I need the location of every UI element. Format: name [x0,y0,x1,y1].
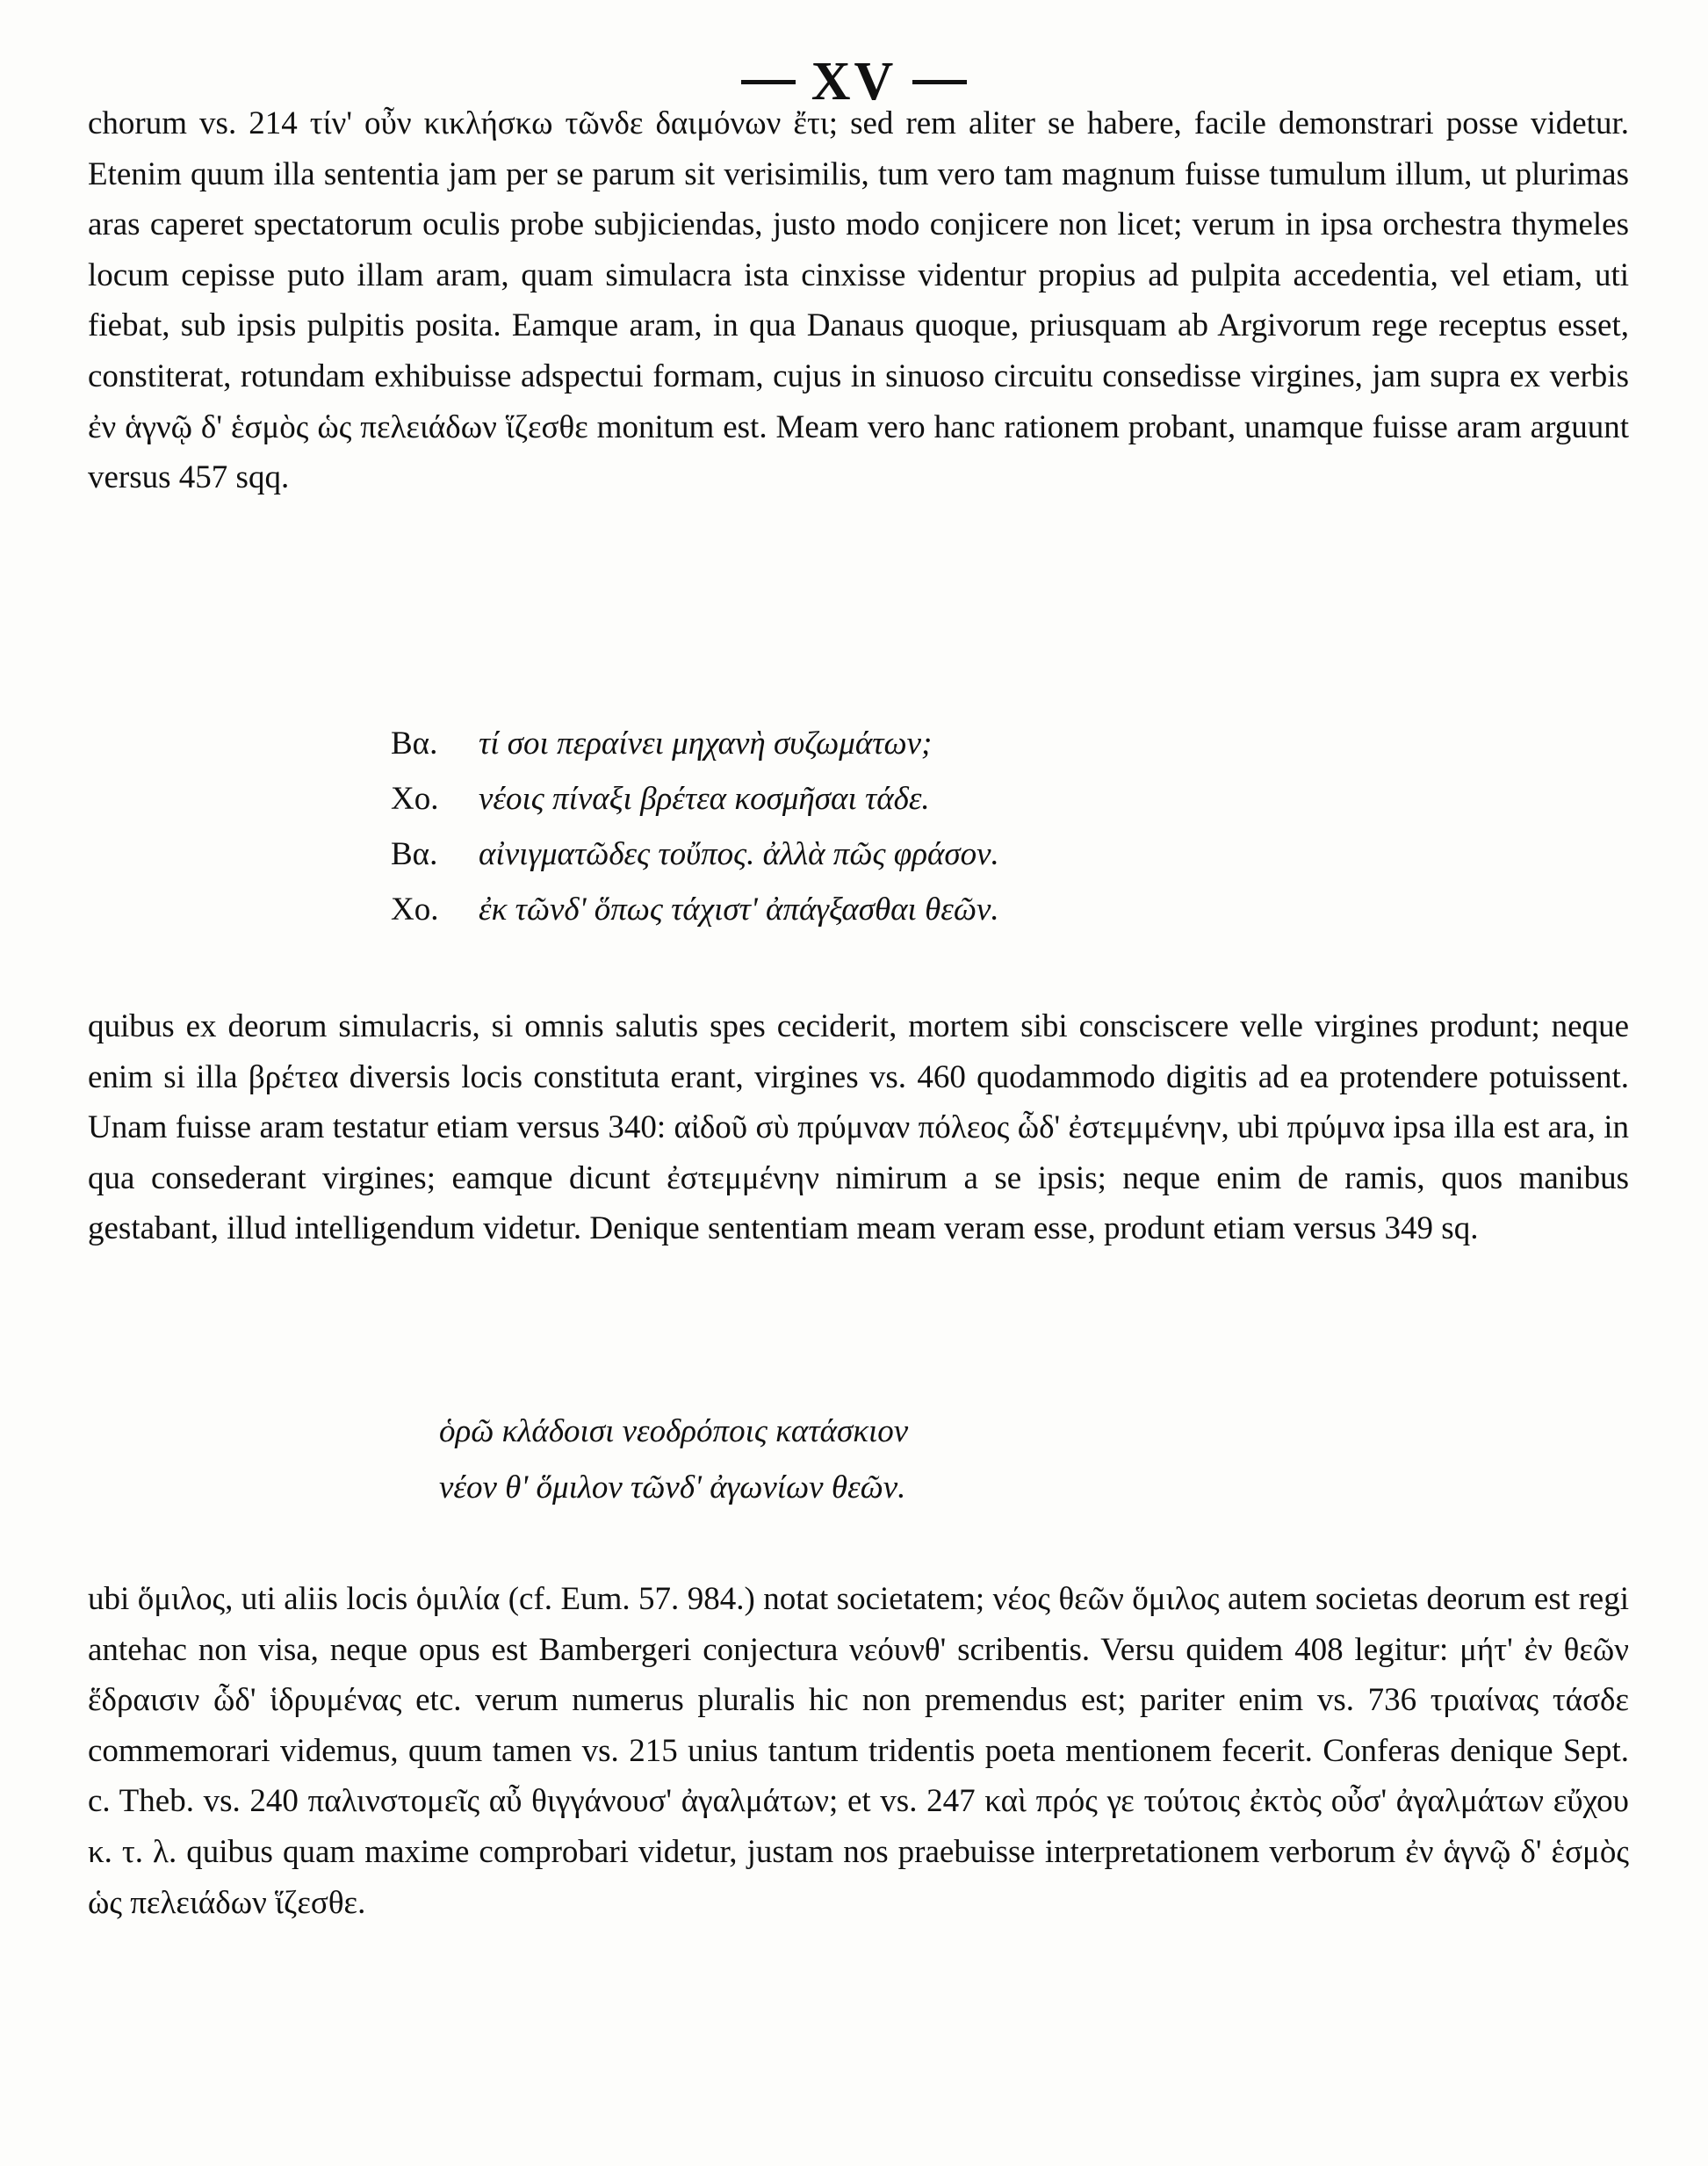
dialogue-verses [391,716,999,937]
heading-dash-right [912,80,967,84]
heading-dash-left [741,80,796,84]
dialogue-speaker: Βα. [391,726,438,762]
dialogue-text: νέοις πίναξι βρέτεα κοσμῆσαι τάδε. [479,781,930,817]
dialogue-line [391,827,999,882]
dialogue-speaker: Χο. [391,781,439,817]
dialogue-line [391,771,999,827]
dialogue-text: τί σοι περαίνει μηχανὴ συζωμάτων; [479,726,933,762]
dialogue-speaker: Χο. [391,892,439,928]
dialogue-speaker: Βα. [391,836,438,872]
paragraph-3: ubi ὅμιλος, uti aliis locis ὁμιλία (cf. Eum. 57. 984.) notat societatem; νέος θεῶν ὅμιλος autem societas deorum est regi antehac non visa, neque opus est Bambergeri conjectura νεόυνθ' scribentis. Versu quidem 408 legitur: μήτ' ἐν θεῶν ἕδραισιν ὧδ' ἱδρυμένας etc. verum numerus pluralis hic non premendus est; pariter enim vs. 736 τριαίνας τάσδε commemorari videmus, quum tamen vs. 215 unius tantum tridentis poeta mentionem fecerit. Conferas denique Sept. c. Theb. vs. 240 παλινστομεῖς αὖ θιγγάνουσ' ἀγαλμάτων; et vs. 247 καὶ πρός γε τούτοις ἐκτὸς οὖσ' ἀγαλμάτων εὔχου κ. τ. λ. quibus quam maxime comprobari videtur, justam nos praebuisse interpretationem verborum ἐν ἁγνῷ δ' ἑσμὸς ὡς πελειάδων ἵζεσθε. [88,1581,1629,1921]
dialogue-line [391,716,999,771]
paragraph-1: chorum vs. 214 τίν' οὖν κικλήσκω τῶνδε δαιμόνων ἔτι; sed rem aliter se habere, facile demonstrari posse videtur. Etenim quum illa sententia jam per se parum sit verisimilis, tum vero tam magnum fuisse tumulum illum, ut plurimas aras caperet spectatorum oculis probe subjiciendas, justo modo conjicere non licet; verum in ipsa orchestra thymeles locum cepisse puto illam aram, quam simulacra ista cinxisse videntur propius ad pulpita accedentia, vel etiam, uti fiebat, sub ipsis pulpitis posita. Eamque aram, in qua Danaus quoque, priusquam ab Argivorum rege receptus esset, constiterat, rotundam exhibuisse adspectui formam, cujus in sinuoso circuitu consedisse virgines, jam supra ex verbis ἐν ἁγνῷ δ' ἑσμὸς ὡς πελειάδων ἵζεσθε monitum est. Meam vero hanc rationem probant, unamque fuisse aram arguunt versus 457 sqq. [88,105,1629,496]
paragraph-2: quibus ex deorum simulacris, si omnis salutis spes ceciderit, mortem sibi consciscere velle virgines produnt; neque enim si illa βρέτεα diversis locis constituta erant, virgines vs. 460 quodammodo digitis ad ea protendere potuissent. Unam fuisse aram testatur etiam versus 340: αἰδοῦ σὺ πρύμναν πόλεος ὧδ' ἐστεμμένην, ubi πρύμνα ipsa illa est ara, in qua consederant virgines; eamque dicunt ἐστεμμένην nimirum a se ipsis; neque enim de ramis, quos manibus gestabant, illud intelligendum videtur. Denique sententiam meam veram esse, produnt etiam versus 349 sq. [88,1008,1629,1247]
page-number: XV [811,52,897,112]
dialogue-text: ἐκ τῶνδ' ὅπως τάχιστ' ἀπάγξασθαι θεῶν. [479,892,999,928]
verse-quote [439,1404,908,1516]
verse-quote-line: ὁρῶ κλάδοισι νεοδρόποις κατάσκιον [439,1413,909,1449]
dialogue-line [391,882,999,937]
dialogue-text: αἰνιγματῶδες τοὔπος. ἀλλὰ πῶς φράσον. [479,836,999,872]
verse-quote-line: νέον θ' ὅμιλον τῶνδ' ἀγωνίων θεῶν. [439,1469,906,1505]
